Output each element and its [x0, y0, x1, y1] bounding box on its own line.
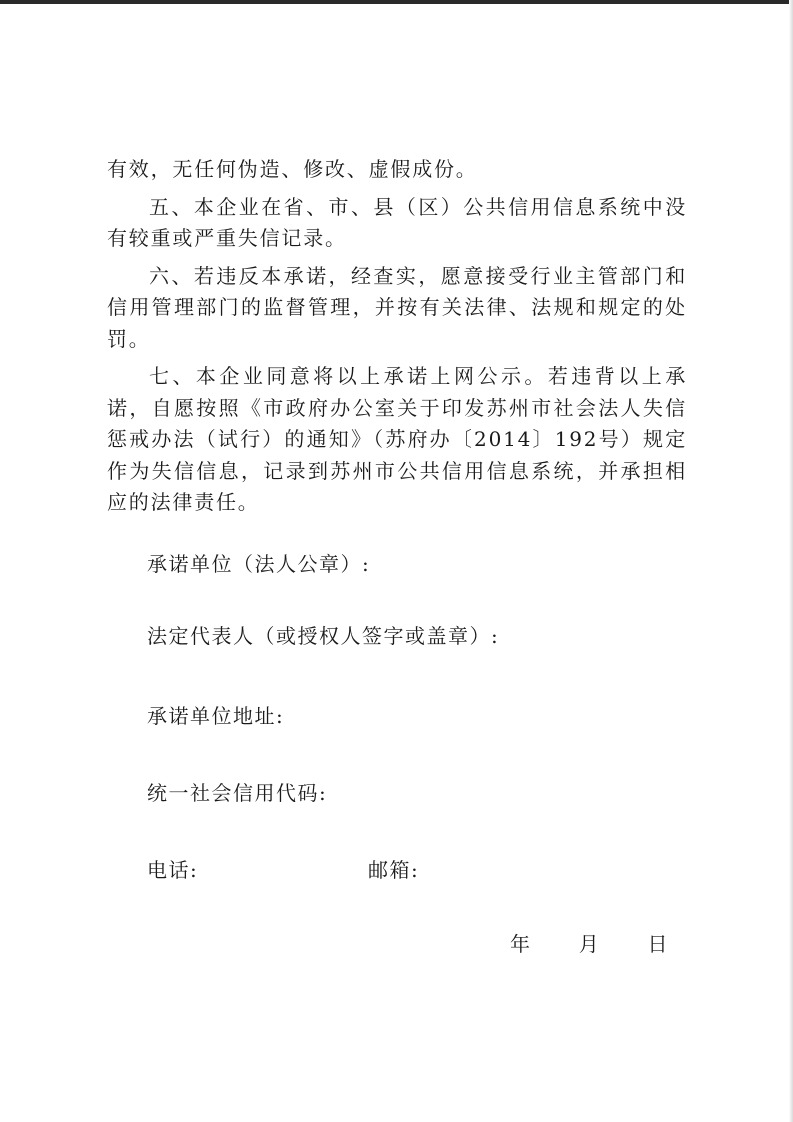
field-commitment-unit: 承诺单位（法人公章）: [147, 552, 371, 576]
date-line [510, 930, 667, 958]
paragraph-item-6: 六、若违反本承诺，经查实，愿意接受行业主管部门和信用管理部门的监督管理，并按有关法律、法规和规定的处罚。 [107, 263, 687, 351]
field-legal-representative: 法定代表人（或授权人签字或盖章）: [147, 624, 500, 648]
date-year: 年 [510, 932, 530, 956]
field-email: 邮箱: [368, 858, 420, 882]
paragraph-item-7: 七、本企业同意将以上承诺上网公示。若违背以上承诺，自愿按照《市政府办公室关于印发苏州市社会法人失信惩戒办法（试行）的通知》（苏府办〔2014〕192号）规定作为失信信息，记录到苏州市公共信用信息系统，并承担相应的法律责任。 [107, 364, 687, 514]
scan-right-shadow [789, 0, 793, 1122]
document-body [107, 154, 687, 519]
field-credit-code: 统一社会信用代码: [147, 781, 328, 805]
field-phone: 电话: [147, 858, 199, 882]
scan-top-edge [0, 0, 793, 4]
date-month: 月 [578, 932, 599, 956]
paragraph-item-5: 五、本企业在省、市、县（区）公共信用信息系统中没有较重或严重失信记录。 [107, 194, 687, 250]
paragraph-continuation: 有效，无任何伪造、修改、虚假成份。 [107, 157, 478, 181]
date-day: 日 [647, 932, 668, 956]
field-unit-address: 承诺单位地址: [147, 704, 285, 728]
